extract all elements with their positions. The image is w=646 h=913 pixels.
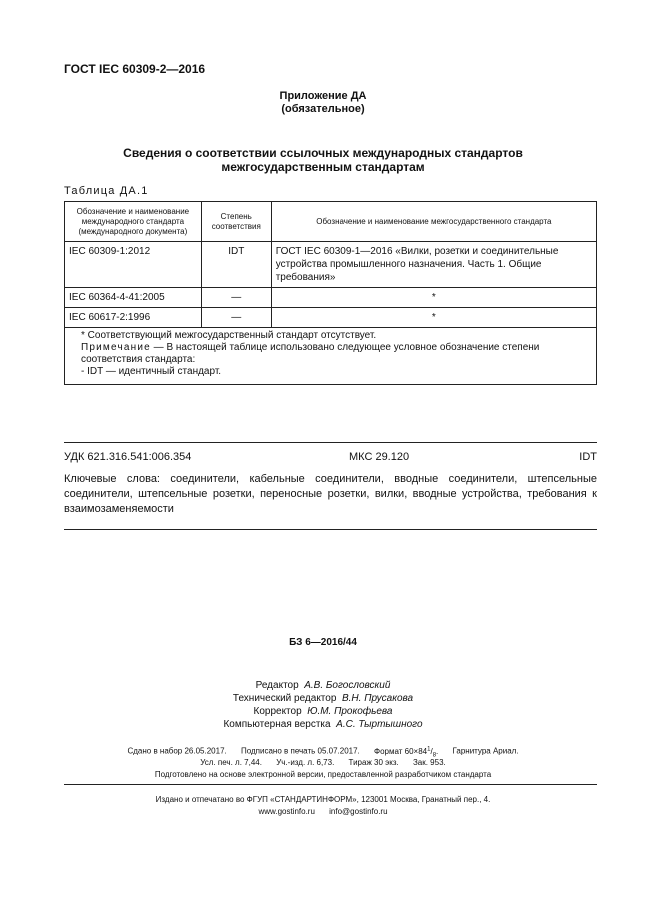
table-note (69, 342, 592, 366)
credit-editor (0, 679, 646, 692)
publisher-line: Издано и отпечатано во ФГУП «СТАНДАРТИНФОРМ», 123001 Москва, Гранатный пер., 4. (155, 795, 491, 804)
cell-degree: — (201, 288, 271, 308)
header-degree: Степень соответствия (201, 202, 271, 242)
reference-standards-table (64, 201, 597, 385)
note-item: - IDT — идентичный стандарт. (81, 366, 222, 377)
note-text: — В настоящей таблице использовано следующее условное обозначение степени соответствия стандарта: (81, 342, 540, 365)
document-code: ГОСТ IEC 60309-2—2016 (64, 62, 206, 76)
top-divider (64, 442, 597, 443)
table-caption: Таблица ДА.1 (64, 185, 149, 197)
credit-name: Ю.М. Прокофьева (307, 706, 393, 717)
publisher-email-link[interactable]: info@gostinfo.ru (329, 807, 388, 816)
imprint-print-date: Подписано в печать 05.07.2017. (240, 746, 360, 756)
cell-intl: IEC 60309-1:2012 (65, 242, 202, 288)
format-sup: 1 (427, 746, 431, 752)
imprint-divider (64, 784, 597, 785)
publisher-contacts (0, 806, 646, 817)
bottom-divider (64, 529, 597, 530)
format-text: Формат 60×84 (374, 746, 428, 756)
credit-proofreader (0, 705, 646, 718)
imprint-order: Зак. 953. (412, 758, 446, 767)
table-notes (65, 328, 597, 385)
cell-intl: IEC 60617-2:1996 (65, 308, 202, 328)
section-title-line2: межгосударственным стандартам (221, 160, 425, 174)
credit-role: Корректор (253, 706, 302, 717)
credit-name: В.Н. Прусакова (341, 693, 414, 704)
note-label: Примечание (81, 342, 151, 353)
cell-national: * (271, 288, 596, 308)
degree-code: IDT (579, 451, 597, 463)
credit-name: А.В. Богословский (304, 680, 391, 691)
credit-role: Технический редактор (232, 693, 337, 704)
table-row (65, 288, 597, 308)
cell-degree: IDT (201, 242, 271, 288)
imprint-circulation: Тираж 30 экз. (348, 758, 399, 767)
cell-national: * (271, 308, 596, 328)
imprint-typeset-date: Сдано в набор 26.05.2017. (127, 746, 227, 756)
format-sub: 8 (432, 752, 437, 759)
imprint-format: Формат $60\times 84^1/_8$. (374, 746, 439, 759)
udk-code: УДК 621.316.541:006.354 (64, 451, 192, 463)
credits (0, 679, 646, 731)
mks-code: МКС 29.120 (349, 451, 410, 463)
table-row (65, 242, 597, 288)
table-row (65, 308, 597, 328)
credit-layout (0, 718, 646, 731)
cell-intl: IEC 60364-4-41:2005 (65, 288, 202, 308)
table-header-row (65, 202, 597, 242)
header-intl-standard: Обозначение и наименование международного стандарта (международного документа) (65, 202, 202, 242)
appendix-subtitle: (обязательное) (281, 103, 365, 115)
header-national-standard: Обозначение и наименование межгосударственного стандарта (271, 202, 596, 242)
imprint-line2 (0, 757, 646, 768)
imprint-typeface: Гарнитура Ариал. (452, 746, 519, 756)
section-title-line1: Сведения о соответствии ссылочных международных стандартов (123, 146, 523, 160)
imprint-line3: Подготовлено на основе электронной версии, предоставленной разработчиком стандарта (154, 770, 492, 779)
imprint-print-sheets: Усл. печ. л. 7,44. (200, 758, 262, 767)
credit-role: Компьютерная верстка (223, 719, 331, 730)
credit-tech-editor (0, 692, 646, 705)
bz-number: БЗ 6—2016/44 (289, 637, 357, 648)
imprint-pub-sheets: Уч.-изд. л. 6,73. (276, 758, 335, 767)
cell-national: ГОСТ IEC 60309-1—2016 «Вилки, розетки и соединительные устройства промышленного назначения. Часть 1. Общие требования» (271, 242, 596, 288)
credit-role: Редактор (255, 680, 299, 691)
keywords: Ключевые слова: соединители, кабельные соединители, вводные соединители, штепсельные соединители, штепсельные розетки, переносные розетки, вилки, вводные устройства, требования к взаимозаменяемости (64, 473, 597, 515)
publisher-website-link[interactable]: www.gostinfo.ru (258, 807, 315, 816)
credit-name: А.С. Тыртышного (336, 719, 423, 730)
table-notes-row (65, 328, 597, 385)
appendix-title: Приложение ДА (279, 90, 367, 102)
cell-degree: — (201, 308, 271, 328)
table-footnote: * Соответствующий межгосударственный стандарт отсутствует. (81, 330, 377, 341)
